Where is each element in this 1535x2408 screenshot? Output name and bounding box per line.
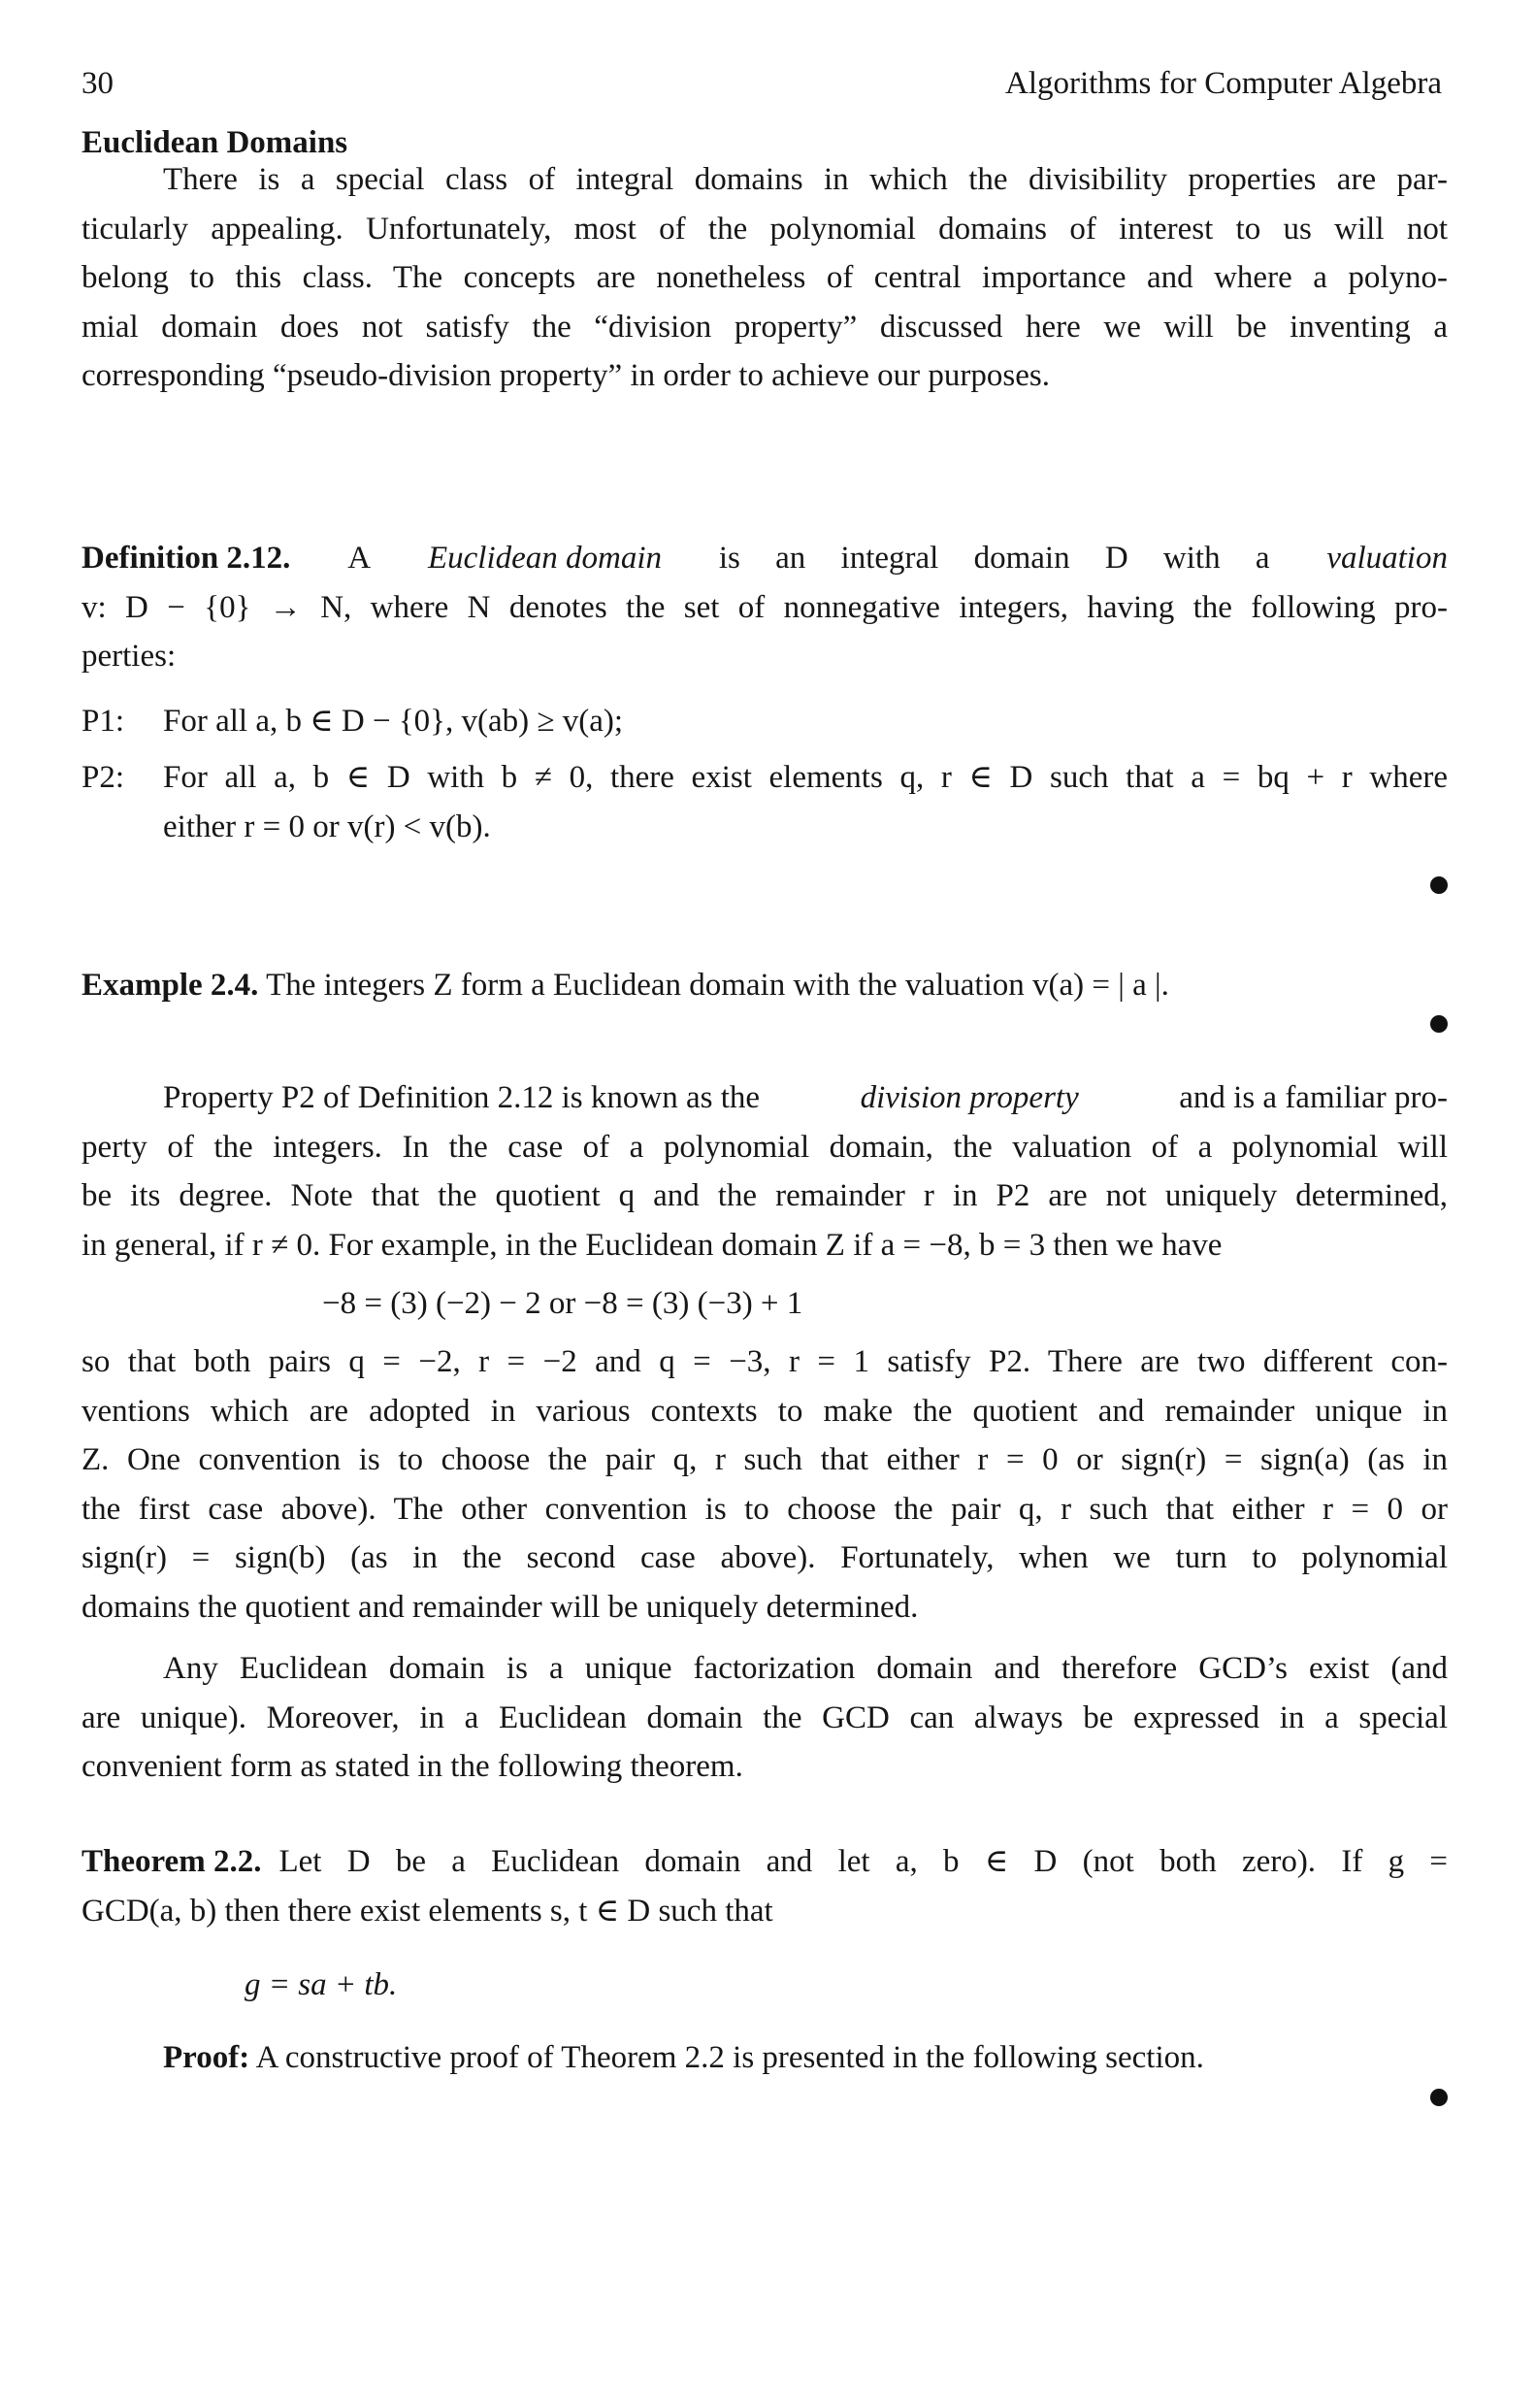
theorem-block xyxy=(82,1837,1448,1935)
gcd-paragraph xyxy=(82,1644,1448,1792)
end-of-proof-marker xyxy=(1430,2089,1448,2106)
paragraph-line: be its degree. Note that the quotient q and the remainder r in P2 are not uniquely determined, xyxy=(82,1178,1448,1213)
property-p2-text: For all a, b ∈ D with b ≠ 0, there exist elements q, r ∈ D such that a = bq + r where either r = 0 or v(r) < v(b). xyxy=(163,760,1448,844)
theorem-label: Theorem 2.2. xyxy=(82,1844,262,1879)
proof-label: Proof: xyxy=(163,2040,250,2075)
page-number: 30 xyxy=(82,66,114,101)
term-division-property: division property xyxy=(860,1080,1079,1115)
property-p1-text: For all a, b ∈ D − {0}, v(ab) ≥ v(a); xyxy=(163,704,624,739)
division-paragraph xyxy=(82,1073,1448,1270)
paragraph-line: are unique). Moreover, in a Euclidean domain the GCD can always be expressed in a special xyxy=(82,1699,1448,1735)
intro-line: ticularly appealing. Unfortunately, most of the polynomial domains of interest to us will not xyxy=(82,211,1448,247)
intro-line: There is a special class of integral domains in which the divisibility properties are par- xyxy=(163,162,1448,197)
intro-line: corresponding “pseudo-division property” in order to achieve our purposes. xyxy=(82,358,1050,393)
paragraph-line: perty of the integers. In the case of a polynomial domain, the valuation of a polynomial will xyxy=(82,1129,1448,1165)
proof-text: A constructive proof of Theorem 2.2 is presented in the following section. xyxy=(255,2040,1204,2075)
division-equation: −8 = (3) (−2) − 2 or −8 = (3) (−3) + 1 xyxy=(322,1286,803,1321)
paragraph-line: so that both pairs q = −2, r = −2 and q = −3, r = 1 satisfy P2. There are two different con- xyxy=(82,1344,1448,1379)
example-text: The integers Z form a Euclidean domain with the valuation v(a) = | a |. xyxy=(266,968,1169,1003)
property-p2-label: P2: xyxy=(82,760,125,795)
term-valuation: valuation xyxy=(1326,541,1448,576)
end-of-definition-marker xyxy=(1430,876,1448,894)
end-of-example-marker xyxy=(1430,1015,1448,1033)
paragraph-line: Z. One convention is to choose the pair q, r such that either r = 0 or sign(r) = sign(a) (as in xyxy=(82,1442,1448,1477)
intro-line: mial domain does not satisfy the “division property” discussed here we will be inventing a xyxy=(82,309,1448,345)
intro-line: belong to this class. The concepts are nonetheless of central importance and where a polyno- xyxy=(82,260,1448,295)
paragraph-line: domains the quotient and remainder will be uniquely determined. xyxy=(82,1589,919,1625)
paragraph-line: Property P2 of Definition 2.12 is known as the division property and is a familiar pro- xyxy=(82,1073,1448,1123)
paragraph-line: sign(r) = sign(b) (as in the second case above). Fortunately, when we turn to polynomial xyxy=(82,1540,1448,1575)
section-title: Euclidean Domains xyxy=(82,125,348,160)
paragraph-line: the first case above). The other convention is to choose the pair q, r such that either r = 0 or xyxy=(82,1491,1448,1527)
paragraph-line: convenient form as stated in the following theorem. xyxy=(82,1749,743,1784)
term-euclidean-domain: Euclidean domain xyxy=(427,541,663,576)
theorem-line: GCD(a, b) then there exist elements s, t ∈ D such that xyxy=(82,1893,773,1929)
property-p1-label: P1: xyxy=(82,704,125,739)
example-label: Example 2.4. xyxy=(82,968,259,1003)
paragraph-line: in general, if r ≠ 0. For example, in the Euclidean domain Z if a = −8, b = 3 then we have xyxy=(82,1227,1223,1263)
running-title: Algorithms for Computer Algebra xyxy=(1004,66,1442,101)
paragraph-line: Any Euclidean domain is a unique factorization domain and therefore GCD’s exist (and xyxy=(163,1651,1448,1686)
definition-line: v: D − {0} → N, where N denotes the set of nonnegative integers, having the following pro- xyxy=(82,589,1448,625)
intro-paragraph xyxy=(82,155,1448,401)
proof-line xyxy=(82,2033,1448,2083)
definition-label: Definition 2.12. xyxy=(82,541,291,576)
division-paragraph-continued xyxy=(82,1337,1448,1632)
definition-block xyxy=(82,534,1448,681)
theorem-line: Theorem 2.2. Let D be a Euclidean domain and let a, b ∈ D (not both zero). If g = xyxy=(82,1837,1448,1887)
example-line xyxy=(82,961,1448,1010)
definition-line: perties: xyxy=(82,639,177,674)
paragraph-line: ventions which are adopted in various contexts to make the quotient and remainder unique in xyxy=(82,1393,1448,1429)
definition-line: Definition 2.12. A Euclidean domain is an integral domain D with a valuation xyxy=(82,534,1448,583)
theorem-equation: g = sa + tb. xyxy=(245,1967,398,2002)
